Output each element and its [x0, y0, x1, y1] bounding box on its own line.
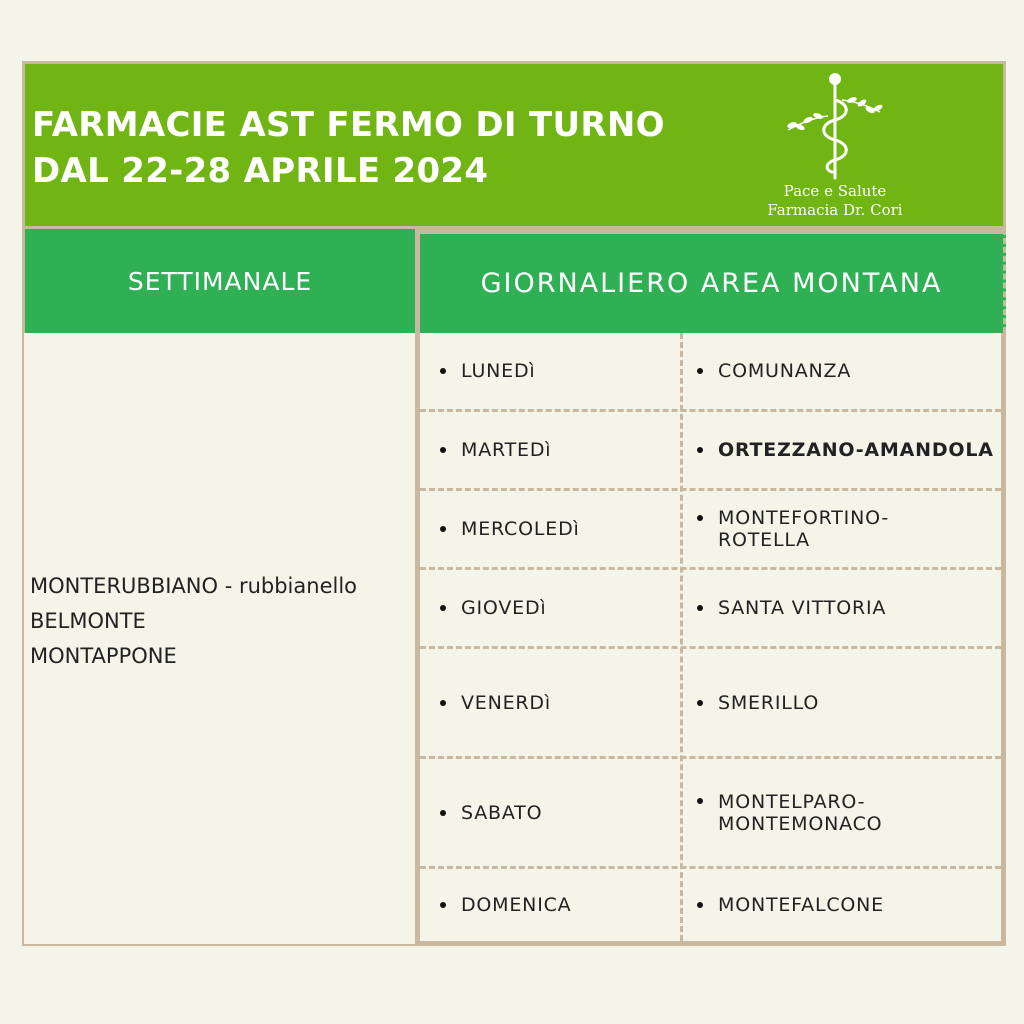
daily-column-header: GIORNALIERO AREA MONTANA: [415, 229, 1006, 333]
day-label: LUNEDì: [461, 360, 536, 382]
weekly-line-3: MONTAPPONE: [30, 644, 177, 668]
day-label: DOMENICA: [461, 894, 572, 916]
caduceus-icon: [780, 70, 890, 182]
bullet-icon: [697, 447, 703, 453]
bullet-icon: [697, 515, 703, 521]
town-cell: [697, 649, 997, 756]
day-label: VENERDì: [461, 691, 551, 714]
town-cell: [697, 412, 997, 488]
logo-line-2: Farmacia Dr. Cori: [767, 201, 903, 219]
table-row: [420, 491, 1001, 570]
bullet-icon: [440, 447, 446, 453]
town-cell: [697, 869, 997, 941]
day-cell: [440, 412, 670, 488]
day-label: MERCOLEDì: [461, 518, 580, 540]
town-label: MONTEFORTINO-ROTELLA: [718, 507, 890, 551]
day-cell: [440, 759, 670, 866]
town-label: MONTELPARO-MONTEMONACO: [718, 790, 883, 835]
pharmacy-logo: [760, 70, 910, 228]
daily-table: [415, 333, 1006, 946]
bullet-icon: [440, 605, 446, 611]
pharmacy-schedule: [22, 61, 1006, 946]
page-title: [32, 102, 665, 194]
town-cell: [697, 491, 997, 567]
town-cell: [697, 333, 997, 409]
bullet-icon: [440, 526, 446, 532]
town-label: ORTEZZANO-AMANDOLA: [718, 439, 994, 461]
weekly-line-1: MONTERUBBIANO - rubbianello: [30, 574, 358, 598]
weekly-pharmacies: [30, 569, 357, 674]
title-line-2: DAL 22-28 APRILE 2024: [32, 151, 489, 191]
bullet-icon: [697, 798, 703, 804]
town-label: SMERILLO: [718, 691, 820, 714]
bullet-icon: [440, 810, 446, 816]
day-label: GIOVEDì: [461, 597, 547, 619]
table-row: [420, 570, 1001, 649]
bullet-icon: [697, 700, 703, 706]
day-cell: [440, 649, 670, 756]
weekly-cell: [22, 333, 417, 946]
town-cell: [697, 759, 997, 866]
weekly-column-header: SETTIMANALE: [22, 229, 415, 333]
table-row: [420, 333, 1001, 412]
day-label: MARTEDì: [461, 439, 552, 461]
bullet-icon: [440, 700, 446, 706]
header-banner: [22, 61, 1006, 229]
bullet-icon: [697, 902, 703, 908]
title-line-1: FARMACIE AST FERMO DI TURNO: [32, 105, 665, 145]
logo-line-1: Pace e Salute: [783, 182, 887, 200]
weekly-line-2: BELMONTE: [30, 609, 146, 633]
table-row: [420, 412, 1001, 491]
town-label: COMUNANZA: [718, 360, 852, 382]
day-cell: [440, 333, 670, 409]
bullet-icon: [440, 368, 446, 374]
day-cell: [440, 491, 670, 567]
day-cell: [440, 869, 670, 941]
day-label: SABATO: [461, 801, 543, 824]
bullet-icon: [697, 605, 703, 611]
bullet-icon: [697, 368, 703, 374]
table-row: [420, 869, 1001, 941]
table-row: [420, 759, 1001, 869]
bullet-icon: [440, 902, 446, 908]
table-row: [420, 649, 1001, 759]
town-cell: [697, 570, 997, 646]
town-label: MONTEFALCONE: [718, 894, 884, 916]
town-label: SANTA VITTORIA: [718, 597, 887, 619]
day-cell: [440, 570, 670, 646]
